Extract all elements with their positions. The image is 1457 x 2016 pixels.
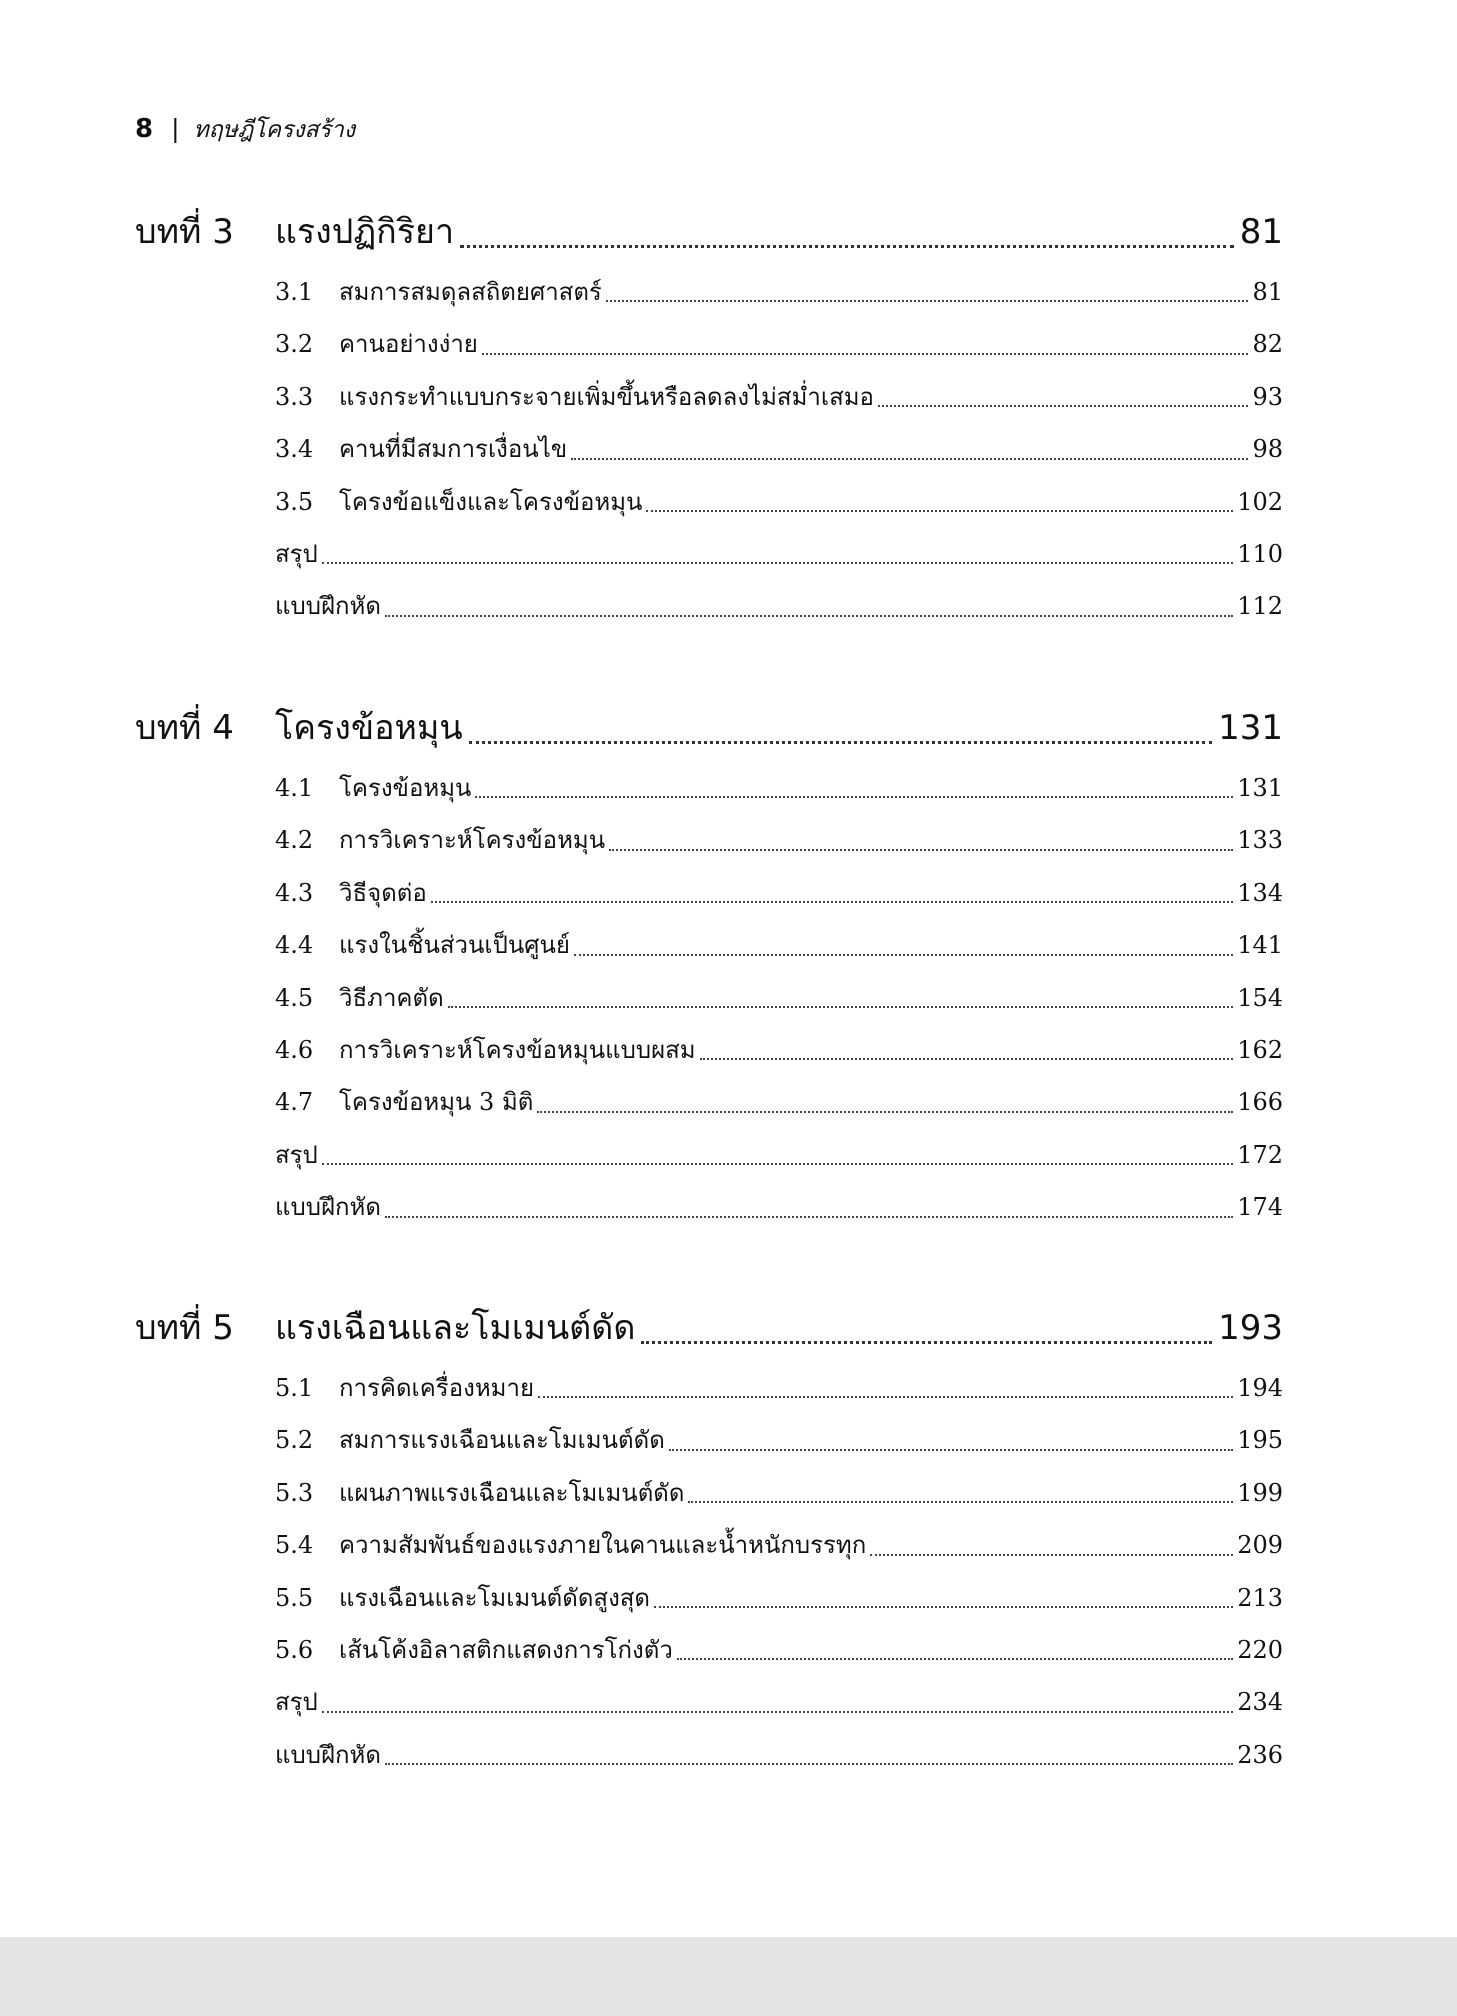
section-page: 110	[1237, 539, 1283, 568]
section-number: 5.2	[275, 1426, 314, 1455]
chapter-heading[interactable]	[135, 700, 1283, 756]
section-page: 220	[1237, 1635, 1283, 1664]
section-list	[275, 1362, 1283, 1781]
section-number: 4.7	[275, 1088, 314, 1117]
chapter-page: 131	[1218, 708, 1283, 748]
section-list	[275, 266, 1283, 633]
section-number: 4.6	[275, 1035, 314, 1064]
toc-entry[interactable]	[275, 580, 1283, 632]
section-title: สรุป	[275, 1140, 318, 1169]
section-number: 4.3	[275, 878, 314, 907]
toc-entry[interactable]	[275, 1467, 1283, 1519]
dot-leader	[460, 244, 1234, 248]
section-number: 5.3	[275, 1478, 314, 1507]
toc-entry[interactable]	[275, 1076, 1283, 1128]
dot-leader	[870, 1553, 1233, 1556]
chapter-title: แรงเฉือนและโมเมนต์ดัด	[275, 1308, 636, 1348]
dot-leader	[700, 1057, 1234, 1060]
section-number: 3.5	[275, 487, 314, 516]
dot-leader	[538, 1395, 1233, 1398]
section-number: 5.6	[275, 1635, 314, 1664]
chapter-block	[135, 700, 1283, 1234]
running-header	[135, 112, 355, 148]
section-page: 131	[1237, 774, 1283, 802]
section-page: 141	[1237, 931, 1283, 960]
page-number: 8	[135, 114, 154, 144]
section-title: แรงกระทำแบบกระจายเพิ่มขึ้นหรือลดลงไม่สม่ำเสมอ	[339, 382, 874, 411]
section-list	[275, 762, 1283, 1234]
dot-leader	[475, 795, 1233, 798]
section-title: การคิดเครื่องหมาย	[339, 1374, 534, 1402]
toc-entry[interactable]	[275, 1129, 1283, 1181]
dot-leader	[385, 1762, 1233, 1765]
dot-leader	[571, 457, 1248, 460]
header-separator: |	[171, 114, 180, 143]
section-page: 112	[1237, 592, 1283, 621]
section-title: คานที่มีสมการเงื่อนไข	[339, 435, 568, 464]
dot-leader	[641, 1340, 1212, 1344]
section-title: แรงเฉือนและโมเมนต์ดัดสูงสุด	[339, 1583, 651, 1612]
section-page: 134	[1237, 878, 1283, 907]
section-title: แบบฝึกหัด	[275, 592, 381, 621]
dot-leader	[385, 614, 1233, 617]
chapter-block	[135, 1300, 1283, 1781]
chapter-page: 193	[1218, 1308, 1283, 1348]
section-page: 81	[1252, 278, 1283, 306]
section-page: 98	[1252, 435, 1283, 464]
section-title: สมการแรงเฉือนและโมเมนต์ดัด	[339, 1426, 665, 1455]
section-page: 195	[1237, 1426, 1283, 1455]
dot-leader	[482, 352, 1249, 355]
dot-leader	[878, 404, 1248, 407]
chapter-title: โครงข้อหมุน	[275, 708, 463, 748]
dot-leader	[677, 1657, 1233, 1660]
dot-leader	[609, 848, 1233, 851]
toc-entry[interactable]	[275, 1362, 1283, 1414]
toc-entry[interactable]	[275, 1572, 1283, 1624]
section-title: แผนภาพแรงเฉือนและโมเมนต์ดัด	[339, 1478, 685, 1507]
toc-entry[interactable]	[275, 1024, 1283, 1076]
section-number: 5.1	[275, 1374, 314, 1402]
chapter-title: แรงปฏิกิริยา	[275, 212, 455, 252]
chapter-heading[interactable]	[135, 204, 1283, 260]
section-number: 3.4	[275, 435, 314, 464]
chapter-block	[135, 204, 1283, 633]
section-title: สมการสมดุลสถิตยศาสตร์	[339, 278, 602, 306]
toc-entry[interactable]	[275, 266, 1283, 318]
section-number: 4.4	[275, 931, 314, 960]
toc-entry[interactable]	[275, 972, 1283, 1024]
dot-leader	[606, 299, 1249, 302]
chapter-label: บทที่ 5	[135, 1308, 234, 1348]
dot-leader	[669, 1448, 1233, 1451]
dot-leader	[646, 509, 1233, 512]
section-page: 199	[1237, 1478, 1283, 1507]
toc-entry[interactable]	[275, 476, 1283, 528]
section-title: การวิเคราะห์โครงข้อหมุน	[339, 826, 606, 855]
toc-entry[interactable]	[275, 919, 1283, 971]
dot-leader	[688, 1500, 1233, 1503]
section-title: สรุป	[275, 1688, 318, 1717]
toc-entry[interactable]	[275, 867, 1283, 919]
section-number: 4.2	[275, 826, 314, 855]
toc-entry[interactable]	[275, 1729, 1283, 1781]
section-page: 209	[1237, 1531, 1283, 1560]
toc-entry[interactable]	[275, 423, 1283, 475]
section-title: สรุป	[275, 539, 318, 568]
section-page: 234	[1237, 1688, 1283, 1717]
section-title: โครงข้อหมุน 3 มิติ	[339, 1088, 534, 1117]
toc-entry[interactable]	[275, 814, 1283, 866]
section-page: 174	[1237, 1193, 1283, 1222]
section-page: 82	[1252, 330, 1283, 359]
section-page: 166	[1237, 1088, 1283, 1117]
section-page: 102	[1237, 487, 1283, 516]
toc-entry[interactable]	[275, 1414, 1283, 1466]
toc-entry[interactable]	[275, 1181, 1283, 1233]
toc-entry[interactable]	[275, 318, 1283, 370]
dot-leader	[537, 1110, 1233, 1113]
dot-leader	[385, 1215, 1233, 1218]
section-title: แรงในชิ้นส่วนเป็นศูนย์	[339, 931, 570, 960]
dot-leader	[322, 1710, 1233, 1713]
toc-entry[interactable]	[275, 1519, 1283, 1571]
section-number: 5.5	[275, 1583, 314, 1612]
chapter-label: บทที่ 3	[135, 212, 234, 252]
dot-leader	[654, 1605, 1233, 1608]
section-number: 4.1	[275, 774, 314, 802]
toc-entry[interactable]	[275, 1676, 1283, 1728]
section-title: แบบฝึกหัด	[275, 1740, 381, 1769]
dot-leader	[431, 900, 1233, 903]
dot-leader	[322, 1162, 1233, 1165]
section-number: 3.1	[275, 278, 314, 306]
section-title: เส้นโค้งอิลาสติกแสดงการโก่งตัว	[339, 1635, 673, 1664]
section-page: 213	[1237, 1583, 1283, 1612]
section-number: 5.4	[275, 1531, 314, 1560]
toc-entry[interactable]	[275, 762, 1283, 814]
section-title: แบบฝึกหัด	[275, 1193, 381, 1222]
section-page: 133	[1237, 826, 1283, 855]
section-number: 4.5	[275, 983, 314, 1012]
section-page: 236	[1237, 1740, 1283, 1769]
section-number: 3.3	[275, 382, 314, 411]
section-page: 194	[1237, 1374, 1283, 1402]
section-title: วิธีภาคตัด	[339, 983, 444, 1012]
section-page: 162	[1237, 1035, 1283, 1064]
section-title: ความสัมพันธ์ของแรงภายในคานและน้ำหนักบรรทุก	[339, 1531, 867, 1560]
section-number: 3.2	[275, 330, 314, 359]
toc-entry[interactable]	[275, 1624, 1283, 1676]
section-title: วิธีจุดต่อ	[339, 878, 427, 907]
dot-leader	[469, 740, 1212, 744]
section-title: การวิเคราะห์โครงข้อหมุนแบบผสม	[339, 1035, 696, 1064]
page-bottom-band	[0, 1937, 1457, 2016]
chapter-label: บทที่ 4	[135, 708, 234, 748]
section-page: 154	[1237, 983, 1283, 1012]
chapter-heading[interactable]	[135, 1300, 1283, 1356]
chapter-page: 81	[1239, 212, 1283, 252]
toc-entry[interactable]	[275, 371, 1283, 423]
toc-entry[interactable]	[275, 528, 1283, 580]
book-title: ทฤษฎีโครงสร้าง	[193, 117, 356, 143]
dot-leader	[574, 953, 1233, 956]
section-title: โครงข้อหมุน	[339, 774, 472, 802]
section-title: คานอย่างง่าย	[339, 330, 478, 359]
section-page: 172	[1237, 1140, 1283, 1169]
section-title: โครงข้อแข็งและโครงข้อหมุน	[339, 487, 643, 516]
dot-leader	[322, 561, 1233, 564]
dot-leader	[448, 1005, 1234, 1008]
section-page: 93	[1252, 382, 1283, 411]
